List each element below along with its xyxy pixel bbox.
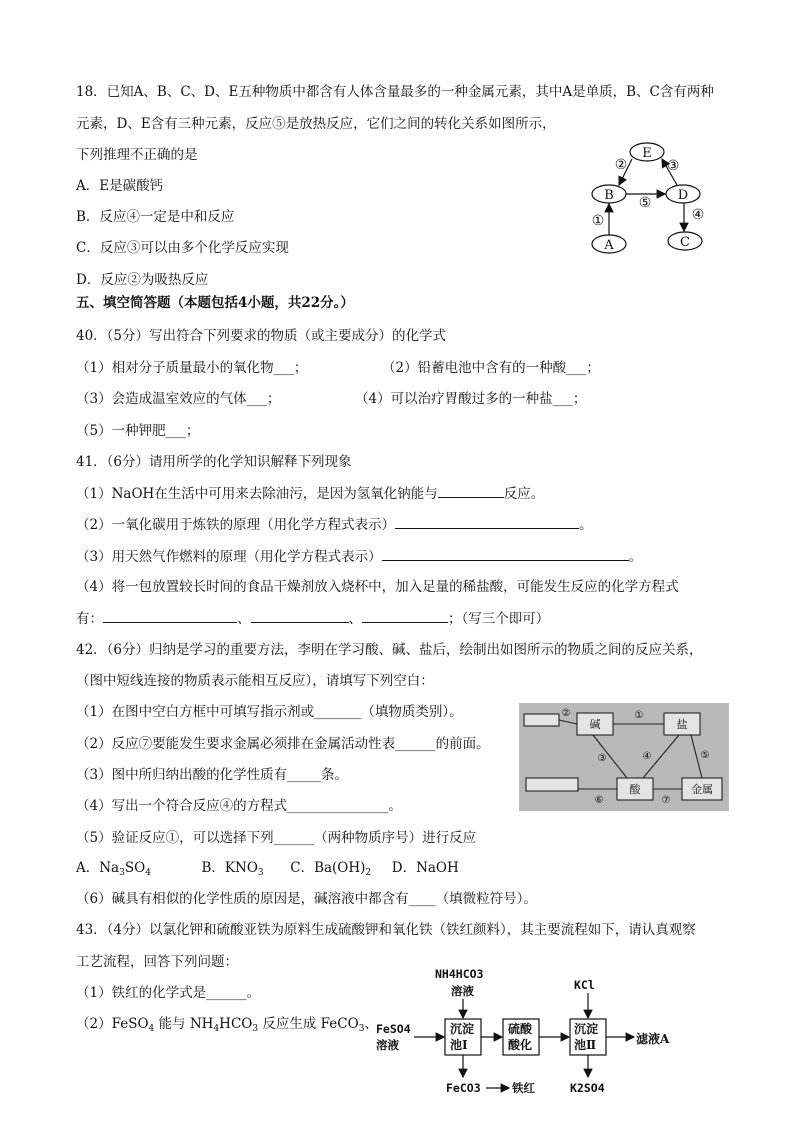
q41-item-2 <box>76 514 593 535</box>
q41-item-3-text: （3）用天然气作燃料的原理（用化学方程式表示） <box>76 549 382 565</box>
q43-title-2: 工艺流程，回答下列问题： <box>76 954 238 970</box>
q41-blank-1[interactable] <box>438 483 504 498</box>
q41-item-1-end: 反应。 <box>503 486 545 502</box>
q41-item-2-end: 。 <box>579 517 593 533</box>
link-3-label: ③ <box>597 753 607 764</box>
q42-item-6: （6）碱具有相似的化学性质的原因是，碱溶液中都含有____（填微粒符号）。 <box>76 891 537 907</box>
q42-opt-a-sub2: 4 <box>145 868 151 878</box>
node-d-label: D <box>677 188 689 203</box>
product-feco3: FeCO3 <box>446 1081 481 1095</box>
tank-2-line-2: 池Ⅱ <box>574 1038 597 1052</box>
blank-box-bottom <box>526 778 578 791</box>
q18-option-d: D．反应②为吸热反应 <box>76 272 209 288</box>
q43-i2-a-sub: 4 <box>148 1024 155 1034</box>
q43-i2-b-sub: 4 <box>213 1024 220 1034</box>
box-metal-label: 金属 <box>691 783 713 796</box>
q42-opt-a-text2: SO <box>124 860 146 876</box>
q41-item-1 <box>76 483 544 504</box>
link-1-label: ① <box>634 710 644 721</box>
section-5-title: 五、填空简答题（本题包括4小题，共22分。） <box>76 295 354 311</box>
q40-item-2: （2）铅蓄电池中含有的一种酸___； <box>382 360 600 376</box>
reaction-1-label: ① <box>591 213 605 229</box>
reagent-kcl: KCl <box>574 978 595 992</box>
box-salt-label: 盐 <box>676 718 688 731</box>
node-c-label: C <box>680 235 690 250</box>
box-base-label: 碱 <box>589 718 601 731</box>
q41-blank-4a[interactable] <box>103 608 237 623</box>
q42-opt-b-text: B．KNO <box>201 860 258 876</box>
q41-sep-1: 、 <box>237 611 251 627</box>
q18-option-a: A．E是碳酸钙 <box>76 178 164 194</box>
q41-blank-3[interactable] <box>382 546 629 561</box>
q42-title-2: （图中短线连接的物质表示能相互反应），请填写下列空白： <box>76 673 434 689</box>
link-7-label: ⑦ <box>661 795 671 806</box>
q42-opt-c-text: C．Ba(OH) <box>290 860 366 876</box>
q41-item-1-text: （1）NaOH在生活中可用来去除油污，是因为氢氧化钠能与 <box>76 486 438 502</box>
q43-i2-d-sub: 3 <box>358 1024 365 1034</box>
q42-opt-c-sub: 2 <box>365 868 372 878</box>
filtrate-a: 滤液A <box>636 1032 670 1046</box>
tank-1-line-1: 沉淀 <box>450 1022 475 1036</box>
node-b-label: B <box>604 188 614 203</box>
reaction-3-label: ③ <box>666 158 680 174</box>
q41-blank-2[interactable] <box>395 514 579 529</box>
q41-item-3-end: 。 <box>628 549 643 565</box>
q42-opt-a-text: A．Na <box>76 860 120 876</box>
q40-item-1: （1）相对分子质量最小的氧化物___； <box>76 360 308 376</box>
q41-item-4: （4）将一包放置较长时间的食品干燥剂放入烧杯中，加入足量的稀盐酸，可能发生反应的化学方程式 <box>76 579 679 595</box>
q42-item-5: （5）验证反应①，可以选择下列______（两种物质序号）进行反应 <box>76 830 477 846</box>
q42-option-b <box>202 860 264 876</box>
q41-title: 41．（6分）请用所学的化学知识解释下列现象 <box>76 454 352 470</box>
q43-i2-b: 能与 NH <box>154 1016 214 1032</box>
q42-item-2: （2）反应⑦要能发生要求金属必须排在金属活动性表______的前面。 <box>76 736 490 752</box>
q40-title: 40．（5分）写出符合下列要求的物质（或主要成分）的化学式 <box>76 328 447 344</box>
q41-item-4-end: ；（写三个即可） <box>448 611 550 627</box>
tank-2-line-1: 沉淀 <box>574 1022 599 1036</box>
tank-1-line-2: 池Ⅰ <box>450 1038 468 1052</box>
reaction-4-label: ④ <box>691 207 705 223</box>
q42-item-1: （1）在图中空白方框中可填写指示剂或_______（填物质类别）。 <box>76 704 463 720</box>
q42-opt-a-sub1: 3 <box>119 868 125 878</box>
product-iron-red: 铁红 <box>512 1081 535 1095</box>
q43-i2-e: 、 <box>364 1016 378 1032</box>
q40-item-4: （4）可以治疗胃酸过多的一种盐___； <box>355 391 587 407</box>
q43-item-2 <box>76 1014 378 1034</box>
q41-blank-4b[interactable] <box>251 608 349 623</box>
node-e-label: E <box>642 146 652 161</box>
q18-stem-1: 18．已知A、B、C、D、E五种物质中都含有人体含量最多的一种金属元素，其中A是单质，B、C含有两种 <box>76 84 714 100</box>
q42-opt-b-sub: 3 <box>257 868 264 878</box>
q40-item-3: （3）会造成温室效应的气体___； <box>76 391 281 407</box>
feed-feso4: FeSO4 <box>376 1022 411 1036</box>
q40-item-5: （5）一种钾肥___； <box>76 423 200 439</box>
q43-i2-a: （2）FeSO <box>76 1016 149 1032</box>
q42-title: 42．（6分）归纳是学习的重要方法，李明在学习酸、碱、盐后，绘制出如图所示的物质之间的反应关系， <box>76 642 703 658</box>
node-a-label: A <box>604 238 614 253</box>
q18-option-c: C．反应③可以由多个化学反应实现 <box>76 240 289 256</box>
link-6-label: ⑥ <box>594 795 604 806</box>
q18-stem-2: 元素，D、E含有三种元素，反应⑤是放热反应，它们之间的转化关系如图所示， <box>76 116 556 132</box>
q18-transformation-diagram <box>580 140 720 258</box>
q42-option-d: D．NaOH <box>391 860 459 876</box>
q42-options <box>76 858 459 878</box>
q41-blank-4c[interactable] <box>362 608 448 623</box>
link-4-label: ④ <box>642 751 652 762</box>
q43-title: 43．（4分）以氯化钾和硫酸亚铁为原料生成硫酸钾和氧化铁（铁红颜料），其主要流程如下，请认真观察 <box>76 922 696 938</box>
q43-i2-c-sub: 3 <box>252 1024 259 1034</box>
q43-process-flow <box>374 965 684 1115</box>
q18-stem-3: 下列推理不正确的是 <box>76 147 198 163</box>
feed-feso4-solution: 溶液 <box>376 1038 399 1052</box>
reagent-nh4hco3: NH4HCO3 <box>435 967 484 981</box>
box-acid-label: 酸 <box>629 783 641 796</box>
q41-item-4-answers <box>76 608 549 629</box>
q43-i2-d: 反应生成 FeCO <box>258 1016 359 1032</box>
link-5-label: ⑤ <box>700 750 710 761</box>
q42-option-a <box>76 860 151 876</box>
q41-item-2-text: （2）一氧化碳用于炼铁的原理（用化学方程式表示） <box>76 517 396 533</box>
q43-i2-c: HCO <box>219 1016 253 1032</box>
reagent-nh4hco3-solution: 溶液 <box>451 984 474 998</box>
link-2-label: ② <box>561 708 571 719</box>
reaction-2-label: ② <box>614 157 628 173</box>
acidify-line-2: 酸化 <box>508 1038 533 1052</box>
q42-option-c <box>290 860 371 876</box>
reaction-5-label: ⑤ <box>638 195 652 211</box>
q42-item-3: （3）图中所归纳出酸的化学性质有_____条。 <box>76 767 348 783</box>
q42-reaction-diagram <box>519 703 729 811</box>
q41-sep-2: 、 <box>348 611 362 627</box>
product-k2so4: K2SO4 <box>570 1081 605 1095</box>
q42-item-4: （4）写出一个符合反应④的方程式_______________。 <box>76 798 402 814</box>
q41-item-3 <box>76 546 642 567</box>
q18-option-b: B．反应④一定是中和反应 <box>76 209 235 225</box>
acidify-line-1: 硫酸 <box>508 1022 533 1036</box>
q43-item-1: （1）铁红的化学式是______。 <box>76 985 261 1001</box>
blank-box-top <box>524 714 559 726</box>
q41-item-4-prefix: 有： <box>76 611 103 627</box>
